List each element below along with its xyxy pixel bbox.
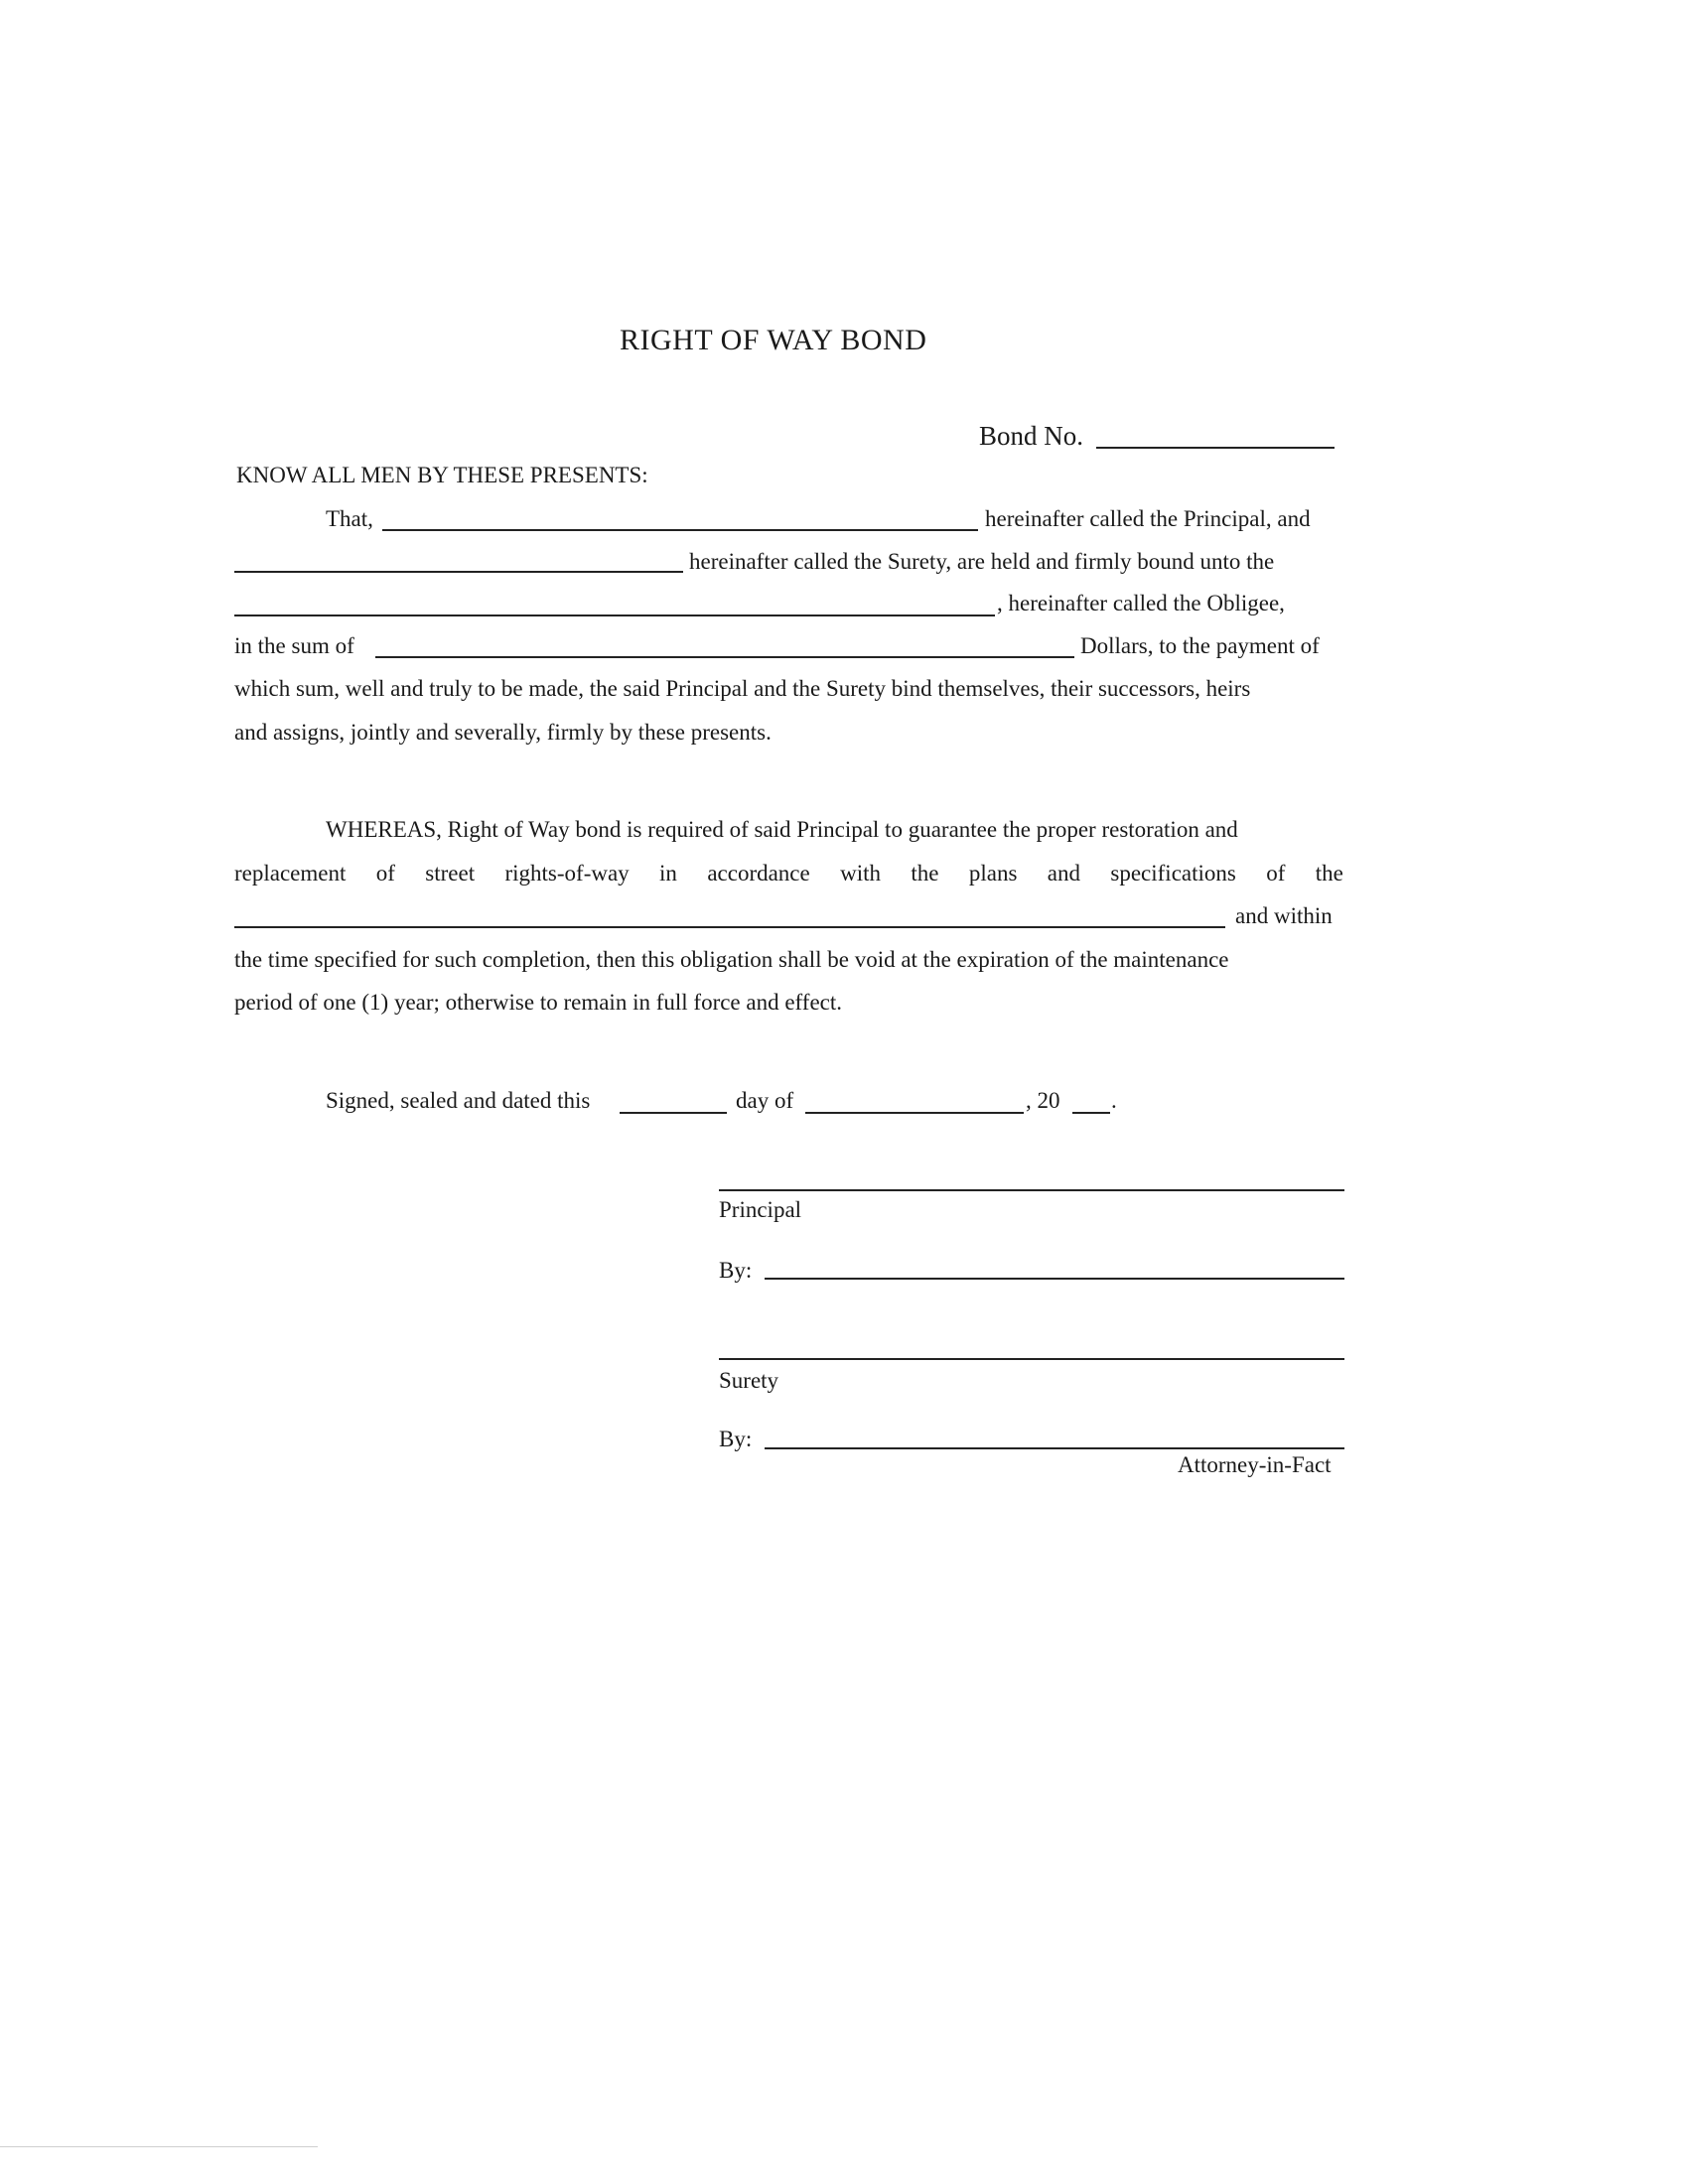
surety-label: Surety xyxy=(719,1368,779,1393)
para2-word: of xyxy=(375,861,395,886)
principal-by-label: By: xyxy=(719,1258,753,1283)
document-title: RIGHT OF WAY BOND xyxy=(620,324,927,356)
signed-year-blank[interactable] xyxy=(1072,1112,1110,1114)
para2-word: accordance xyxy=(707,861,810,886)
para2-word: of xyxy=(1266,861,1286,886)
para2-line2 xyxy=(234,860,1343,887)
surety-clause: hereinafter called the Surety, are held and firmly bound unto the xyxy=(689,549,1275,574)
signed-end: . xyxy=(1111,1088,1117,1113)
surety-name-blank[interactable] xyxy=(234,571,683,573)
and-within: and within xyxy=(1235,903,1333,928)
para2-line1: WHEREAS, Right of Way bond is required of said Principal to guarantee the proper restoration and xyxy=(326,817,1238,842)
sum-label: in the sum of xyxy=(234,633,354,658)
para2-word: the xyxy=(911,861,939,886)
para2-word: street xyxy=(425,861,476,886)
signed-prefix: Signed, sealed and dated this xyxy=(326,1088,591,1113)
bond-no-blank[interactable] xyxy=(1096,447,1335,449)
para2-word: plans xyxy=(968,861,1018,886)
plans-owner-blank[interactable] xyxy=(234,926,1225,928)
para2-word: the xyxy=(1315,861,1343,886)
surety-by-line[interactable] xyxy=(765,1447,1344,1449)
para2-line4: the time specified for such completion, then this obligation shall be void at the expiration of the maintenance xyxy=(234,947,1229,972)
para2-line5: period of one (1) year; otherwise to remain in full force and effect. xyxy=(234,990,843,1015)
signed-month-blank[interactable] xyxy=(805,1112,1024,1114)
principal-by-line[interactable] xyxy=(765,1278,1344,1280)
para2-word: in xyxy=(659,861,677,886)
surety-by-label: By: xyxy=(719,1427,753,1451)
attorney-label: Attorney-in-Fact xyxy=(1178,1452,1332,1477)
para2-word: specifications xyxy=(1110,861,1236,886)
obligee-name-blank[interactable] xyxy=(234,614,995,616)
principal-name-blank[interactable] xyxy=(382,529,978,531)
para2-word: with xyxy=(840,861,881,886)
salutation: KNOW ALL MEN BY THESE PRESENTS: xyxy=(236,463,648,487)
obligee-clause: , hereinafter called the Obligee, xyxy=(997,591,1285,615)
principal-signature-line[interactable] xyxy=(719,1189,1344,1191)
principal-label: Principal xyxy=(719,1197,802,1222)
scan-edge-mark xyxy=(0,2146,318,2147)
para1-line5: which sum, well and truly to be made, the said Principal and the Surety bind themselves, their successors, heirs xyxy=(234,676,1251,701)
para2-word: rights-of-way xyxy=(504,861,630,886)
surety-signature-line[interactable] xyxy=(719,1358,1344,1360)
that-label: That, xyxy=(326,506,373,531)
sum-amount-blank[interactable] xyxy=(375,656,1074,658)
para2-word: and xyxy=(1047,861,1081,886)
bond-no-label: Bond No. xyxy=(979,421,1084,451)
para1-line6: and assigns, jointly and severally, firmly by these presents. xyxy=(234,720,772,745)
signed-day-blank[interactable] xyxy=(620,1112,727,1114)
dollars-clause: Dollars, to the payment of xyxy=(1080,633,1320,658)
year-prefix: , 20 xyxy=(1026,1088,1060,1113)
para2-word: replacement xyxy=(234,861,347,886)
principal-clause: hereinafter called the Principal, and xyxy=(985,506,1311,531)
day-of-label: day of xyxy=(736,1088,794,1113)
